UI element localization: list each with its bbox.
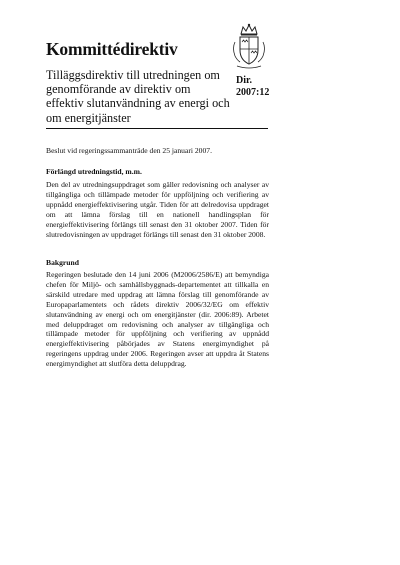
directive-number: 2007:12 xyxy=(236,87,270,98)
directive-number-block xyxy=(236,75,269,99)
coat-of-arms-icon xyxy=(229,22,269,70)
decision-line: Beslut vid regeringssammanträde den 25 januari 2007. xyxy=(46,146,212,155)
document-subject: Tilläggsdirektiv till utredningen om genomförande av direktiv om effektiv slutanvändning av energi och om energitjänster xyxy=(46,68,230,125)
header-divider xyxy=(46,128,268,129)
section-heading-background: Bakgrund xyxy=(46,258,79,267)
directive-label: Dir. xyxy=(236,75,253,86)
section-heading-extension: Förlängd utredningstid, m.m. xyxy=(46,167,142,176)
document-title: Kommittédirektiv xyxy=(46,39,178,59)
section-text-background: Regeringen beslutade den 14 juni 2006 (M2006/2586/E) att bemyndiga chefen för Miljö- och samhällsbyggnads-departementet att tillkalla en särskild utredare med uppdrag att lämna förslag till genomförande av Europaparlamentets och rådets direktiv 2006/32/EG om effektiv slutanvändning av energi och om energitjänster (dir. 2006:89). Arbetet med deluppdraget om redovisning och analyser av tillgängliga och tillämpade metoder för uppföljning och verifiering av uppnådd energieffektivisering påbörjades av Statens energimyndighet på regeringens uppdrag under 2006. Regeringen avser att uppdra åt Statens energimyndighet att slutföra detta deluppdrag. xyxy=(46,270,269,369)
section-text-extension: Den del av utredningsuppdraget som gäller redovisning och analyser av tillgängliga och tillämpade metoder för uppföljning och verifiering av uppnådd energieffektivisering utgår. Tiden för att delredovisa uppdraget om att lämna förslag till en nationell handlingsplan för energieffektivisering förlängs till senast den 31 oktober 2007. Tiden för slutredovisningen av uppdraget förlängs till senast den 31 oktober 2008. xyxy=(46,180,269,239)
